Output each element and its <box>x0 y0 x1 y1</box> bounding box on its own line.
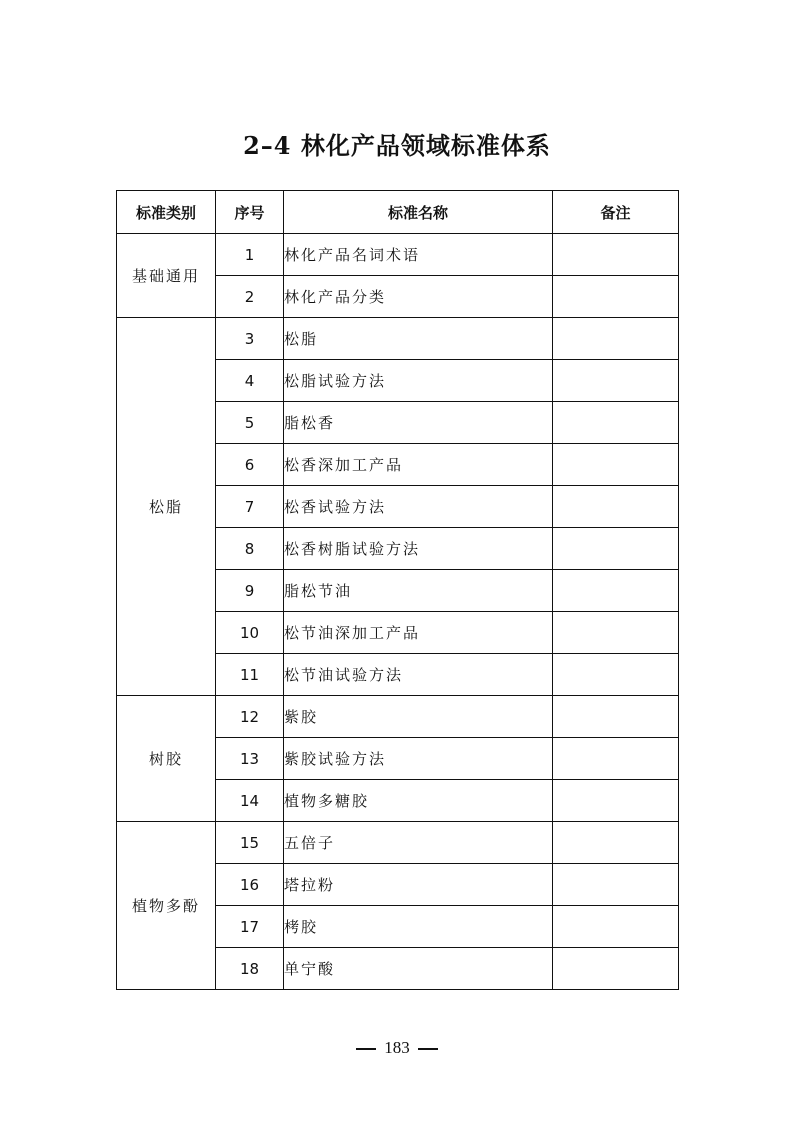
remarks-cell <box>553 738 679 780</box>
remarks-cell <box>553 234 679 276</box>
remarks-cell <box>553 360 679 402</box>
header-standard-name: 标准名称 <box>284 191 553 234</box>
category-cell: 植物多酚 <box>117 822 216 990</box>
standard-name-cell: 栲胶 <box>284 906 553 948</box>
standard-name-cell: 林化产品名词术语 <box>284 234 553 276</box>
number-cell: 2 <box>216 276 284 318</box>
standard-name-cell: 松节油深加工产品 <box>284 612 553 654</box>
standard-name-cell: 单宁酸 <box>284 948 553 990</box>
remarks-cell <box>553 654 679 696</box>
table-body <box>117 234 679 990</box>
category-cell: 松脂 <box>117 318 216 696</box>
remarks-cell <box>553 486 679 528</box>
category-cell: 基础通用 <box>117 234 216 318</box>
number-cell: 1 <box>216 234 284 276</box>
header-category: 标准类别 <box>117 191 216 234</box>
remarks-cell <box>553 612 679 654</box>
remarks-cell <box>553 906 679 948</box>
standard-name-cell: 五倍子 <box>284 822 553 864</box>
number-cell: 12 <box>216 696 284 738</box>
table-header-row <box>117 191 679 234</box>
number-cell: 5 <box>216 402 284 444</box>
remarks-cell <box>553 822 679 864</box>
remarks-cell <box>553 570 679 612</box>
standard-name-cell: 植物多糖胶 <box>284 780 553 822</box>
number-cell: 17 <box>216 906 284 948</box>
standard-name-cell: 塔拉粉 <box>284 864 553 906</box>
standard-name-cell: 脂松节油 <box>284 570 553 612</box>
number-cell: 14 <box>216 780 284 822</box>
number-cell: 11 <box>216 654 284 696</box>
standard-name-cell: 松脂 <box>284 318 553 360</box>
remarks-cell <box>553 276 679 318</box>
category-cell: 树胶 <box>117 696 216 822</box>
number-cell: 10 <box>216 612 284 654</box>
page-number: 183 <box>384 1038 410 1057</box>
table-row <box>117 234 679 276</box>
header-number: 序号 <box>216 191 284 234</box>
left-dash <box>356 1048 376 1050</box>
number-cell: 4 <box>216 360 284 402</box>
page-title: 2–4 林化产品领域标准体系 <box>243 131 551 160</box>
standard-name-cell: 脂松香 <box>284 402 553 444</box>
table-row <box>117 696 679 738</box>
number-cell: 13 <box>216 738 284 780</box>
standard-name-cell: 松脂试验方法 <box>284 360 553 402</box>
table-row <box>117 318 679 360</box>
standard-name-cell: 松香深加工产品 <box>284 444 553 486</box>
number-cell: 8 <box>216 528 284 570</box>
standard-name-cell: 林化产品分类 <box>284 276 553 318</box>
standard-name-cell: 松节油试验方法 <box>284 654 553 696</box>
number-cell: 6 <box>216 444 284 486</box>
standard-name-cell: 松香树脂试验方法 <box>284 528 553 570</box>
standard-name-cell: 松香试验方法 <box>284 486 553 528</box>
header-remarks: 备注 <box>553 191 679 234</box>
number-cell: 9 <box>216 570 284 612</box>
number-cell: 16 <box>216 864 284 906</box>
remarks-cell <box>553 864 679 906</box>
page-footer <box>0 1038 794 1058</box>
remarks-cell <box>553 318 679 360</box>
standard-name-cell: 紫胶试验方法 <box>284 738 553 780</box>
standard-name-cell: 紫胶 <box>284 696 553 738</box>
remarks-cell <box>553 402 679 444</box>
standards-table <box>116 190 679 990</box>
number-cell: 18 <box>216 948 284 990</box>
remarks-cell <box>553 528 679 570</box>
right-dash <box>418 1048 438 1050</box>
remarks-cell <box>553 780 679 822</box>
remarks-cell <box>553 444 679 486</box>
number-cell: 3 <box>216 318 284 360</box>
number-cell: 7 <box>216 486 284 528</box>
remarks-cell <box>553 696 679 738</box>
remarks-cell <box>553 948 679 990</box>
number-cell: 15 <box>216 822 284 864</box>
table-row <box>117 822 679 864</box>
